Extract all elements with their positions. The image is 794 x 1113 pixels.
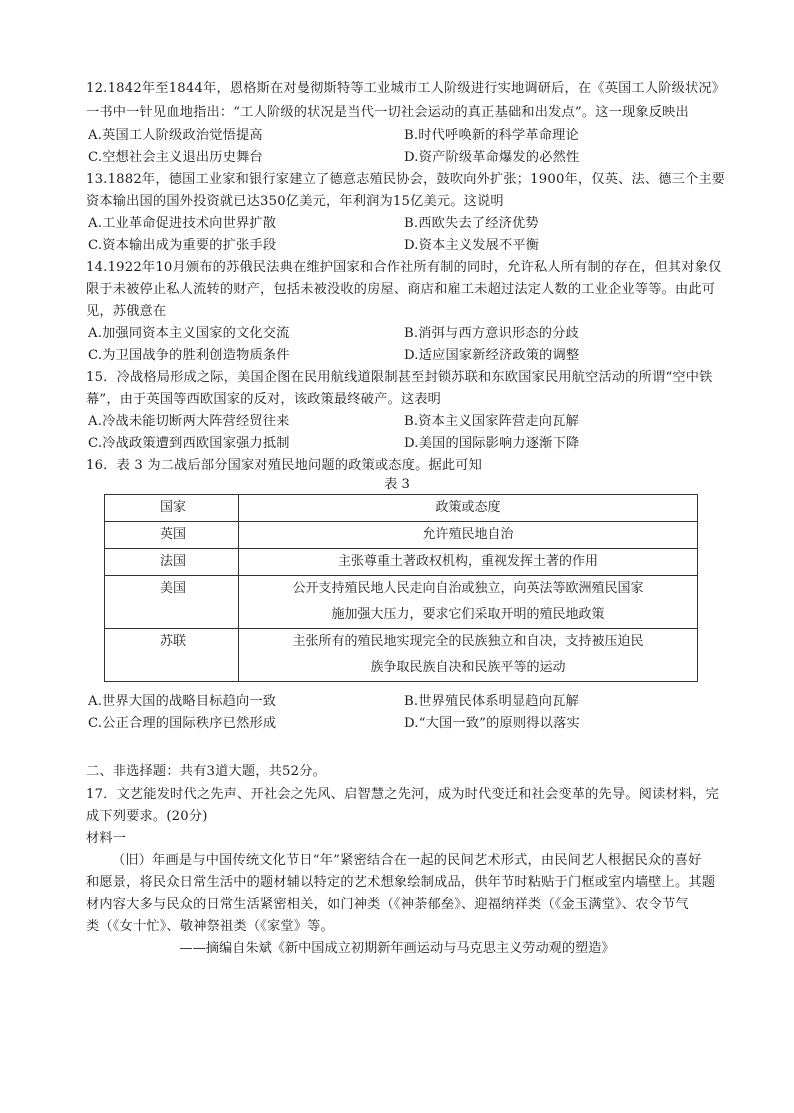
q15-option-b: B.资本主义国家阵营走向瓦解 [404,414,579,429]
q17-stem-line1: 17．文艺能发时代之先声、开社会之先风、启智慧之先河，成为时代变迁和社会变革的先导。阅读材料，完 [86,787,720,802]
material-line3: 材内容大多与民众的日常生活紧密相关，如门神类（《神荼郁垒》、迎福纳祥类（《金玉满堂》、农令节气 [86,897,689,912]
material-title: 材料一 [86,831,127,846]
table-cell-country: 苏联 [105,629,239,682]
material-line1: （旧）年画是与中国传统文化节日“年”紧密结合在一起的民间艺术形式，由民间艺人根据民众的喜好 [112,853,702,868]
material-source: ——摘编自朱斌《新中国成立初期新年画运动与马克思主义劳动观的塑造》 [179,941,615,956]
table-cell-policy [239,522,698,549]
table-cell-policy-line: 公开支持殖民地人民走向自治或独立，向英法等欧洲殖民国家 [292,581,644,596]
table-cell-policy [239,549,698,576]
policy-table [104,494,698,682]
q14-option-a: A.加强同资本主义国家的文化交流 [88,326,290,341]
q14-stem-line3: 见，苏俄意在 [86,304,167,319]
table-header-country: 国家 [105,495,239,522]
q12-stem-line2: 一书中一针见血地指出：“工人阶级的状况是当代一切社会运动的真正基础和出发点”。这一现象反映出 [86,105,689,120]
q13-stem-line1: 13.1882年，德国工业家和银行家建立了德意志殖民协会，鼓吹向外扩张；1900年，仅英、法、德三个主要 [86,172,726,187]
table-row [105,522,698,549]
q15-stem-line1: 15．冷战格局形成之际，美国企图在民用航线道限制甚至封锁苏联和东欧国家民用航空活动的所谓“空中铁 [86,370,713,385]
q12-option-a: A.英国工人阶级政治觉悟提高 [88,128,263,143]
table-cell-policy [239,576,698,629]
q15-option-a: A.冷战未能切断两大阵营经贸往来 [88,414,290,429]
q13-option-c: C.资本输出成为重要的扩张手段 [88,238,277,253]
q14-stem-line1: 14.1922年10月颁布的苏俄民法典在维护国家和合作社所有制的同时，允许私人所有制的存在，但其对象仅 [86,260,722,275]
material-line4: 类（《女十忙》、敬神祭祖类（《家堂》等。 [86,919,334,934]
q15-option-d: D.美国的国际影响力逐渐下降 [404,436,580,451]
q14-option-d: D.适应国家新经济政策的调整 [404,348,580,363]
q15-option-c: C.冷战政策遭到西欧国家强力抵制 [88,436,290,451]
table-cell-policy-line: 主张所有的殖民地实现完全的民族独立和自决，支持被压迫民 [292,634,644,649]
material-line2: 和愿景，将民众日常生活中的题材辅以特定的艺术想象绘制成品，供年节时粘贴于门框或室内墙壁上。其题 [86,875,716,890]
table-header-policy: 政策或态度 [239,495,698,522]
q16-option-c: C.公正合理的国际秩序已然形成 [88,716,277,731]
q14-option-b: B.消弭与西方意识形态的分歧 [404,326,579,341]
q12-stem-line1: 12.1842年至1844年，恩格斯在对曼彻斯特等工业城市工人阶级进行实地调研后，在《英国工人阶级状况》 [86,81,726,96]
q13-option-a: A.工业革命促进技术向世界扩散 [88,216,277,231]
section-heading: 二、非选择题：共有3道大题，共52分。 [86,764,326,779]
table-cell-policy-line: 族争取民族自决和民族平等的运动 [370,660,566,675]
table-cell-country: 法国 [105,549,239,576]
q14-option-c: C.为卫国战争的胜利创造物质条件 [88,348,290,363]
q13-option-b: B.西欧失去了经济优势 [404,216,539,231]
q13-option-d: D.资本主义发展不平衡 [404,238,540,253]
table-cell-country: 英国 [105,522,239,549]
q16-option-a: A.世界大国的战略目标趋向一致 [88,694,277,709]
q17-stem-line2: 成下列要求。(20分) [86,809,208,824]
table-row [105,629,698,682]
q16-option-d: D.“大国一致”的原则得以落实 [404,716,580,731]
table-cell-policy-line: 允许殖民地自治 [422,527,514,542]
table-row [105,549,698,576]
q13-stem-line2: 资本输出国的国外投资就已达350亿美元，年利润为15亿美元。这说明 [86,194,504,209]
table-cell-policy-line: 主张尊重土著政权机构，重视发挥土著的作用 [337,554,598,569]
q12-option-b: B.时代呼唤新的科学革命理论 [404,128,579,143]
table-cell-policy-line: 施加强大压力，要求它们采取开明的殖民地政策 [331,607,605,622]
q14-stem-line2: 限于未被停止私人流转的财产，包括未被没收的房屋、商店和雇工未超过法定人数的工业企业等等。由此可 [86,282,716,297]
table-caption: 表 3 [384,477,410,492]
table-header-row [105,495,698,522]
table-cell-policy [239,629,698,682]
q16-option-b: B.世界殖民体系明显趋向瓦解 [404,694,579,709]
q12-option-c: C.空想社会主义退出历史舞台 [88,150,263,165]
q15-stem-line2: 幕”，由于英国等西欧国家的反对，该政策最终破产。这表明 [86,392,442,407]
table-cell-country: 美国 [105,576,239,629]
table-row [105,576,698,629]
q12-option-d: D.资产阶级革命爆发的必然性 [404,150,580,165]
q16-stem: 16．表 3 为二战后部分国家对殖民地问题的政策或态度。据此可知 [86,458,483,473]
